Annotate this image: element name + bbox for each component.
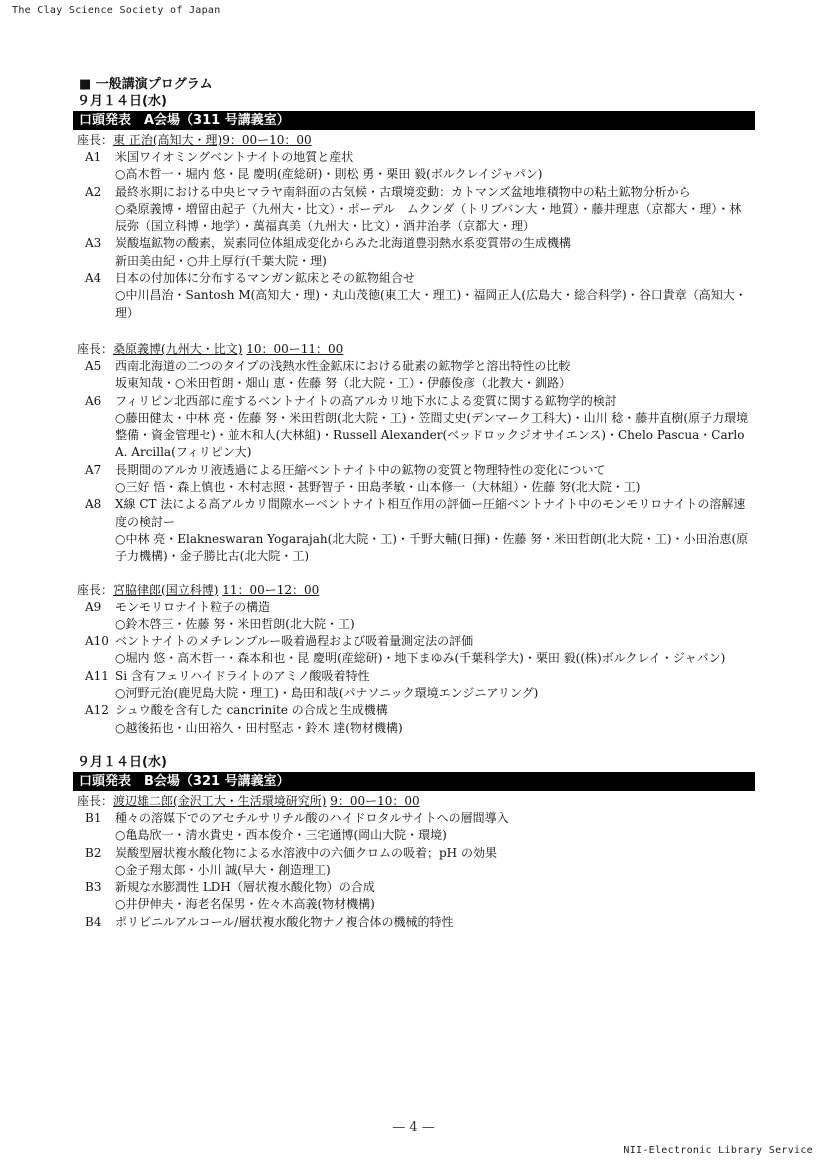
talk-a6 xyxy=(73,393,753,462)
chair-line-4: 座長：渡辺雄二郎(金沢工大・生活環境研究所) 9：00ー10：00 xyxy=(77,793,420,808)
date-heading-1: ９月１４日(水) xyxy=(77,94,167,109)
talk-a1 xyxy=(73,149,753,184)
chair-time: 11：00ー12：00 xyxy=(222,582,320,597)
chair-line-3: 座長：宮脇律郎(国立科博) 11：00ー12：00 xyxy=(77,582,320,597)
talk-id: A6 xyxy=(85,393,102,408)
talk-b3 xyxy=(73,879,753,914)
talk-id: A12 xyxy=(85,703,109,718)
talk-authors: ○亀島欣一・清水貴史・西本俊介・三宅通博(岡山大院・環境) xyxy=(115,828,447,843)
talk-a5 xyxy=(73,358,753,393)
talk-b4 xyxy=(73,914,753,931)
talk-title: シュウ酸を含有した cancrinite の合成と生成機構 xyxy=(115,703,388,718)
talk-id: A7 xyxy=(85,462,102,477)
chair-name: 宮脇律郎(国立科博) xyxy=(113,582,219,597)
talk-title: ポリビニルアルコール/層状複水酸化物ナノ複合体の機械的特性 xyxy=(115,914,454,929)
talk-b2 xyxy=(73,845,753,880)
talk-a2 xyxy=(73,184,753,236)
talk-authors: ○越後拓也・山田裕久・田村堅志・鈴木 達(物材機構) xyxy=(115,720,403,735)
talk-authors: ○高木哲一・堀内 悠・昆 慶明(産総研)・則松 勇・栗田 毅(ボルクレイジャパン) xyxy=(115,167,543,182)
talk-id: A10 xyxy=(85,634,109,649)
talk-title: Si 含有フェリハイドライトのアミノ酸吸着特性 xyxy=(115,668,370,683)
talk-title: 西南北海道の二つのタイプの浅熱水性金鉱床における砒素の鉱物学と溶出特性の比較 xyxy=(115,358,571,373)
page-footer: NII-Electronic Library Service xyxy=(623,1145,813,1156)
talk-authors: ○三好 悟・森上慎也・木村志照・甚野智子・田島孝敏・山本修一（大林組）・佐藤 努(北大院・工) xyxy=(115,480,641,495)
talk-title: フィリピン北西部に産するベントナイトの高アルカリ地下水による変質に関する鉱物学的検討 xyxy=(115,393,617,408)
talk-authors: ○中林 亮・Elakneswaran Yogarajah(北大院・工)・千野大輔(日揮)・佐藤 努・米田哲朗(北大院・工)・小田治恵(原子力機構)・金子勝比古(北大院・工) xyxy=(115,531,749,564)
talk-id: A5 xyxy=(85,358,102,373)
talk-authors: ○河野元治(鹿児島大院・理工)・島田和哉(パナソニック環境エンジニアリング) xyxy=(115,686,539,701)
talk-a10 xyxy=(73,633,753,668)
talk-title: モンモリロナイト粒子の構造 xyxy=(115,599,271,614)
chair-time: 9：00ー10：00 xyxy=(222,133,312,147)
talk-title: 炭酸型層状複水酸化物による水溶液中の六価クロムの吸着；pH の効果 xyxy=(115,845,497,860)
date-heading-2: ９月１４日(水) xyxy=(77,754,167,770)
session-bar-a: 口頭発表 A会場（311 号講義室） xyxy=(73,111,755,130)
talk-authors: ○藤田健太・中林 亮・佐藤 努・米田哲朗(北大院・工)・笠間丈史(デンマーク工科大)・山川 稔・藤井直樹(原子力環境整備・資金管理セ)・並木和人(大林組)・Russell Alexander(ベッドロックジオサイエンス)・Chelo Pascua・Carlo A. Arcilla(フィリピン大) xyxy=(115,410,749,460)
talk-authors: ○鈴木啓三・佐藤 努・米田哲朗(北大院・工) xyxy=(115,616,355,631)
talk-id: A4 xyxy=(85,271,102,286)
talk-id: A2 xyxy=(85,184,102,199)
talk-title: 長期間のアルカリ液透過による圧縮ベントナイト中の鉱物の変質と物理特性の変化について xyxy=(115,462,606,477)
talk-b1 xyxy=(73,810,753,845)
program-content xyxy=(73,77,753,931)
talk-id: B2 xyxy=(85,845,102,860)
talk-id: B4 xyxy=(85,914,102,929)
talk-id: A9 xyxy=(85,599,102,614)
talk-title: 種々の溶媒下でのアセチルサリチル酸のハイドロタルサイトへの層間導入 xyxy=(115,810,509,825)
chair-line-1: 座長：東 正治(高知大・理)9：00ー10：00 xyxy=(77,133,312,147)
talk-a4 xyxy=(73,270,753,322)
talk-a8 xyxy=(73,496,753,565)
talk-id: A1 xyxy=(85,150,102,164)
talk-authors: ○金子翔太郎・小川 誠(早大・創造理工) xyxy=(115,862,331,877)
chair-line-2: 座長：桑原義博(九州大・比文) 10：00ー11：00 xyxy=(77,341,344,356)
talk-title: 炭酸塩鉱物の酸素，炭素同位体組成変化からみた北海道豊羽熱水系変質帯の生成機構 xyxy=(115,236,572,251)
talk-id: B3 xyxy=(85,880,102,895)
talk-title: 最終氷期における中央ヒマラヤ南斜面の古気候・古環境変動：カトマンズ盆地堆積物中の粘土鉱物分析から xyxy=(115,184,691,199)
talk-title: X線 CT 法による高アルカリ間隙水ーベントナイト相互作用の評価ー圧縮ベントナイト中のモンモリロナイトの溶解速度の検討ー xyxy=(115,497,746,529)
chair-name: 桑原義博(九州大・比文) xyxy=(113,341,243,356)
talk-authors: 坂東知哉・○米田哲朗・畑山 恵・佐藤 努（北大院・工）・伊藤俊彦（北教大・釧路） xyxy=(115,376,572,391)
session-bar-b: 口頭発表 B会場（321 号講義室） xyxy=(73,772,755,791)
talk-authors: ○中川昌治・Santosh M(高知大・理)・丸山茂徳(東工大・理工)・福岡正人(広島大・総合科学)・谷口貴章（高知大・理） xyxy=(115,288,747,320)
talk-title: ベントナイトのメチレンブルー吸着過程および吸着量測定法の評価 xyxy=(115,634,474,649)
talk-authors: ○堀内 悠・高木哲一・森本和也・昆 慶明(産総研)・地下まゆみ(千葉科学大)・栗田 毅((株)ボルクレイ・ジャパン) xyxy=(115,651,726,666)
page-header: The Clay Science Society of Japan xyxy=(12,5,221,16)
chair-time: 10：00ー11：00 xyxy=(246,341,344,356)
talk-a11 xyxy=(73,668,753,703)
section-title: ■ 一般講演プログラム xyxy=(79,77,213,92)
talk-a7 xyxy=(73,462,753,497)
talk-a12 xyxy=(73,702,753,737)
talk-title: 新規な水膨潤性 LDH（層状複水酸化物）の合成 xyxy=(115,880,375,895)
talk-a3 xyxy=(73,235,753,270)
talk-id: B1 xyxy=(85,810,102,825)
talk-a9 xyxy=(73,599,753,634)
talk-id: A11 xyxy=(85,668,109,683)
talk-authors: ○井伊伸夫・海老名保男・佐々木高義(物材機構) xyxy=(115,897,375,912)
talk-title: 日本の付加体に分布するマンガン鉱床とその鉱物組合せ xyxy=(115,271,416,286)
talk-authors: 新田美由紀・○井上厚行(千葉大院・理) xyxy=(115,253,327,268)
talk-title: 米国ワイオミングベントナイトの地質と産状 xyxy=(115,150,354,164)
talk-authors: ○桑原義博・増留由起子（九州大・比文）・ポーデル ムクンダ（トリブバン大・地質）・藤井理恵（京都大・理）・林 辰弥（国立科博・地学）・萬福真美（九州大・比文）・酒井治孝（京都大・理） xyxy=(115,201,742,234)
chair-time: 9：00ー10：00 xyxy=(330,793,420,808)
talk-id: A3 xyxy=(85,236,102,251)
chair-name: 渡辺雄二郎(金沢工大・生活環境研究所) xyxy=(113,793,327,808)
page-number: — 4 — xyxy=(392,1120,435,1135)
talk-id: A8 xyxy=(85,497,102,512)
chair-name: 東 正治(高知大・理) xyxy=(113,133,223,147)
